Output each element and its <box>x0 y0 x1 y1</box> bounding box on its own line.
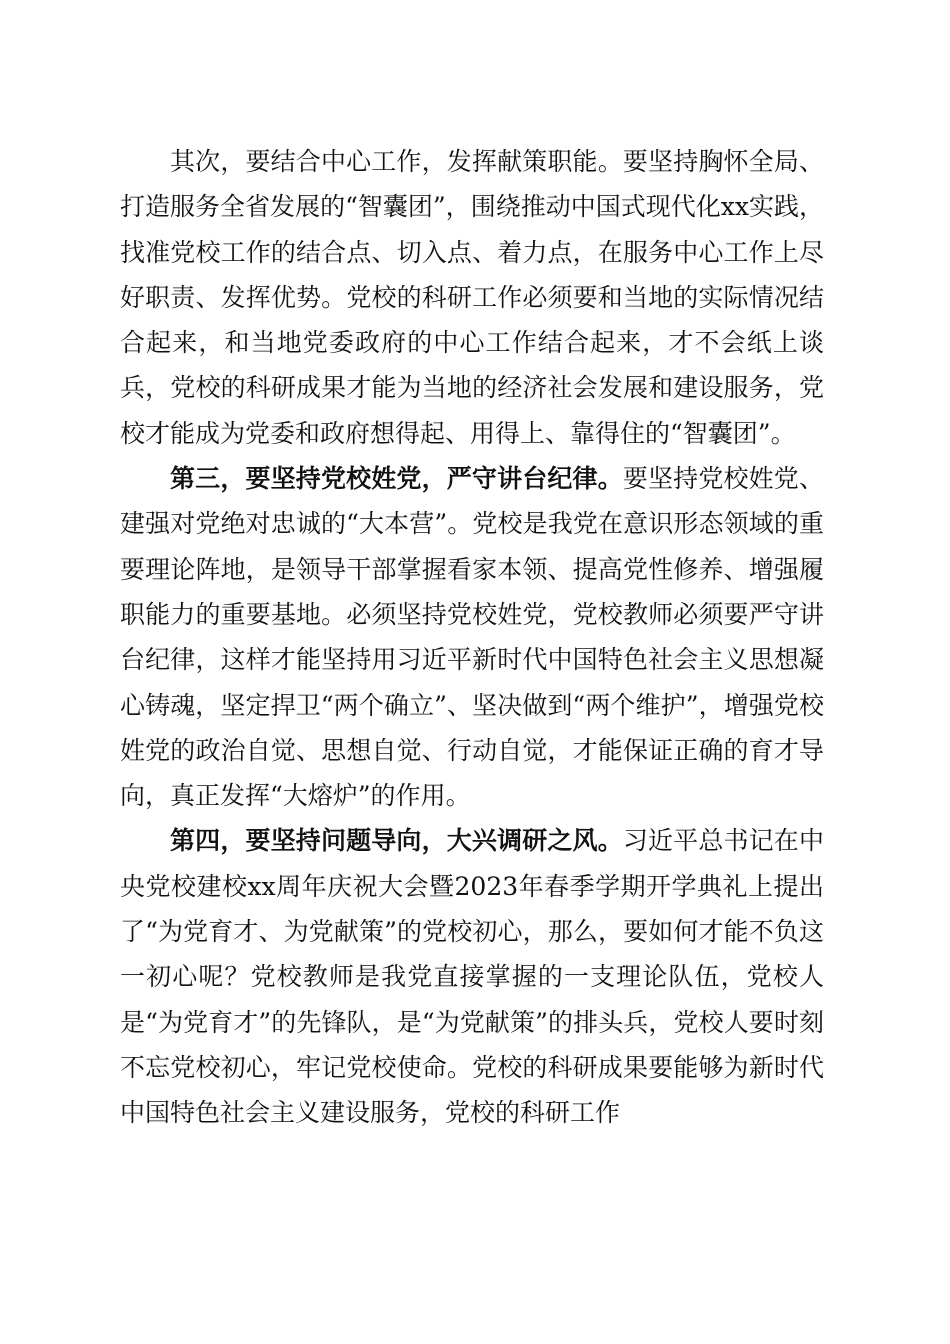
document-body <box>120 139 824 1136</box>
paragraph-third-point <box>120 456 824 818</box>
paragraph-lead: 第四，要坚持问题导向，大兴调研之风。 <box>170 826 623 856</box>
paragraph-lead: 第三，要坚持党校姓党，严守讲台纪律。 <box>170 464 623 494</box>
paragraph-text: 要坚持党校姓党、建强对党绝对忠诚的“大本营”。党校是我党在意识形态领域的重要理论阵地，是领导干部掌握看家本领、提高党性修养、增强履职能力的重要基地。必须坚持党校姓党，党校教师必须要严守讲台纪律，这样才能坚持用习近平新时代中国特色社会主义思想凝心铸魂，坚定捍卫“两个确立”、坚决做到“两个维护”，增强党校姓党的政治自觉、思想自觉、行动自觉，才能保证正确的育才导向，真正发挥“大熔炉”的作用。 <box>120 464 824 811</box>
paragraph-fourth-point <box>120 818 824 1135</box>
paragraph-second-point <box>120 139 824 456</box>
paragraph-text: 习近平总书记在中央党校建校xx周年庆祝大会暨2023年春季学期开学典礼上提出了“为党育才、为党献策”的党校初心，那么，要如何才能不负这一初心呢？党校教师是我党直接掌握的一支理论队伍，党校人是“为党育才”的先锋队，是“为党献策”的排头兵，党校人要时刻不忘党校初心，牢记党校使命。党校的科研成果要能够为新时代中国特色社会主义建设服务，党校的科研工作 <box>120 826 824 1128</box>
paragraph-text: 其次，要结合中心工作，发挥献策职能。要坚持胸怀全局、打造服务全省发展的“智囊团”，围绕推动中国式现代化xx实践，找准党校工作的结合点、切入点、着力点，在服务中心工作上尽好职责、发挥优势。党校的科研工作必须要和当地的实际情况结合起来，和当地党委政府的中心工作结合起来，才不会纸上谈兵，党校的科研成果才能为当地的经济社会发展和建设服务，党校才能成为党委和政府想得起、用得上、靠得住的“智囊团”。 <box>120 147 824 448</box>
